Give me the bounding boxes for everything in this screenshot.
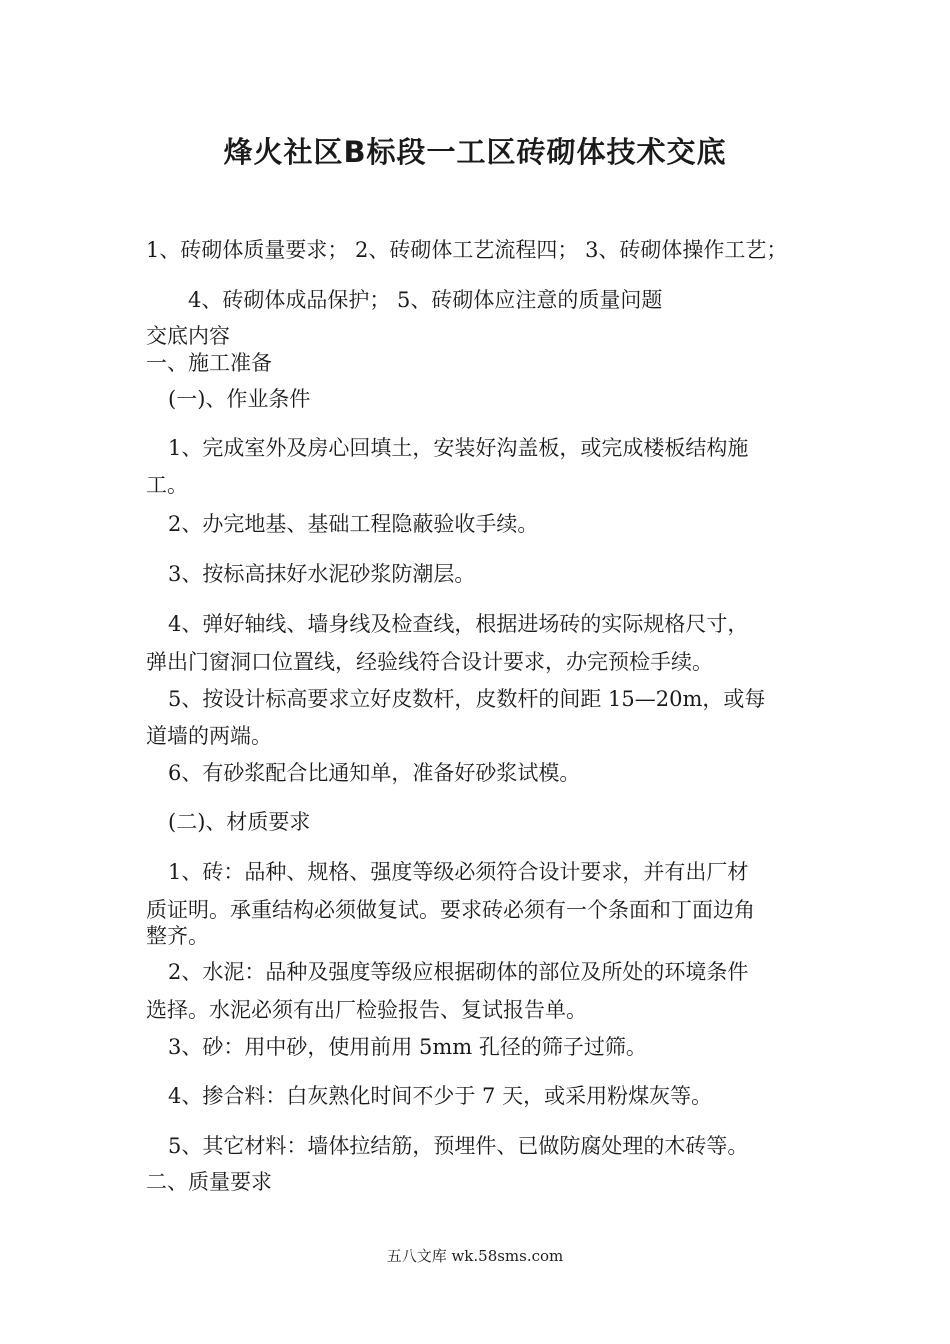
footer-watermark: 五八文库 wk.58sms.com [386,1247,564,1265]
material-3: 3、砂：用中砂，使用前用 5mm 孔径的筛子过筛。 [168,1035,647,1059]
subsection-heading-1: (一)、作业条件 [168,387,311,411]
content-label: 交底内容 [146,324,230,348]
condition-4-line-1: 4、弹好轴线、墙身线及检查线，根据进场砖的实际规格尺寸， [168,612,749,636]
condition-6: 6、有砂浆配合比通知单，准备好砂浆试模。 [168,761,581,785]
summary-line-2: 4、砖砌体成品保护； 5、砖砌体应注意的质量问题 [188,288,663,312]
material-2-line-2: 选择。水泥必须有出厂检验报告、复试报告单。 [146,998,587,1022]
material-1-line-3: 整齐。 [146,924,209,948]
condition-1-line-2: 工。 [146,473,188,497]
condition-5-line-1: 5、按设计标高要求立好皮数杆，皮数杆的间距 15—20m，或每 [168,687,766,711]
condition-3: 3、按标高抹好水泥砂浆防潮层。 [168,562,476,586]
section-heading-1: 一、施工准备 [146,351,272,375]
condition-4-line-2: 弹出门窗洞口位置线，经验线符合设计要求，办完预检手续。 [146,650,713,674]
document-title: 烽火社区B标段一工区砖砌体技术交底 [223,135,727,169]
material-5: 5、其它材料：墙体拉结筋，预埋件、已做防腐处理的木砖等。 [168,1134,749,1158]
condition-5-line-2: 道墙的两端。 [146,724,272,748]
material-1-line-1: 1、砖：品种、规格、强度等级必须符合设计要求，并有出厂材 [168,860,749,884]
section-heading-2: 二、质量要求 [146,1170,272,1194]
material-1-line-2: 质证明。承重结构必须做复试。要求砖必须有一个条面和丁面边角 [146,898,755,922]
material-4: 4、掺合料：白灰熟化时间不少于 7 天，或采用粉煤灰等。 [168,1084,713,1108]
condition-1-line-1: 1、完成室外及房心回填土，安装好沟盖板，或完成楼板结构施 [168,436,749,460]
material-2-line-1: 2、水泥：品种及强度等级应根据砌体的部位及所处的环境条件 [168,960,749,984]
subsection-heading-2: (二)、材质要求 [168,810,311,834]
summary-line-1: 1、砖砌体质量要求； 2、砖砌体工艺流程四； 3、砖砌体操作工艺； [146,238,788,262]
condition-2: 2、办完地基、基础工程隐蔽验收手续。 [168,512,539,536]
